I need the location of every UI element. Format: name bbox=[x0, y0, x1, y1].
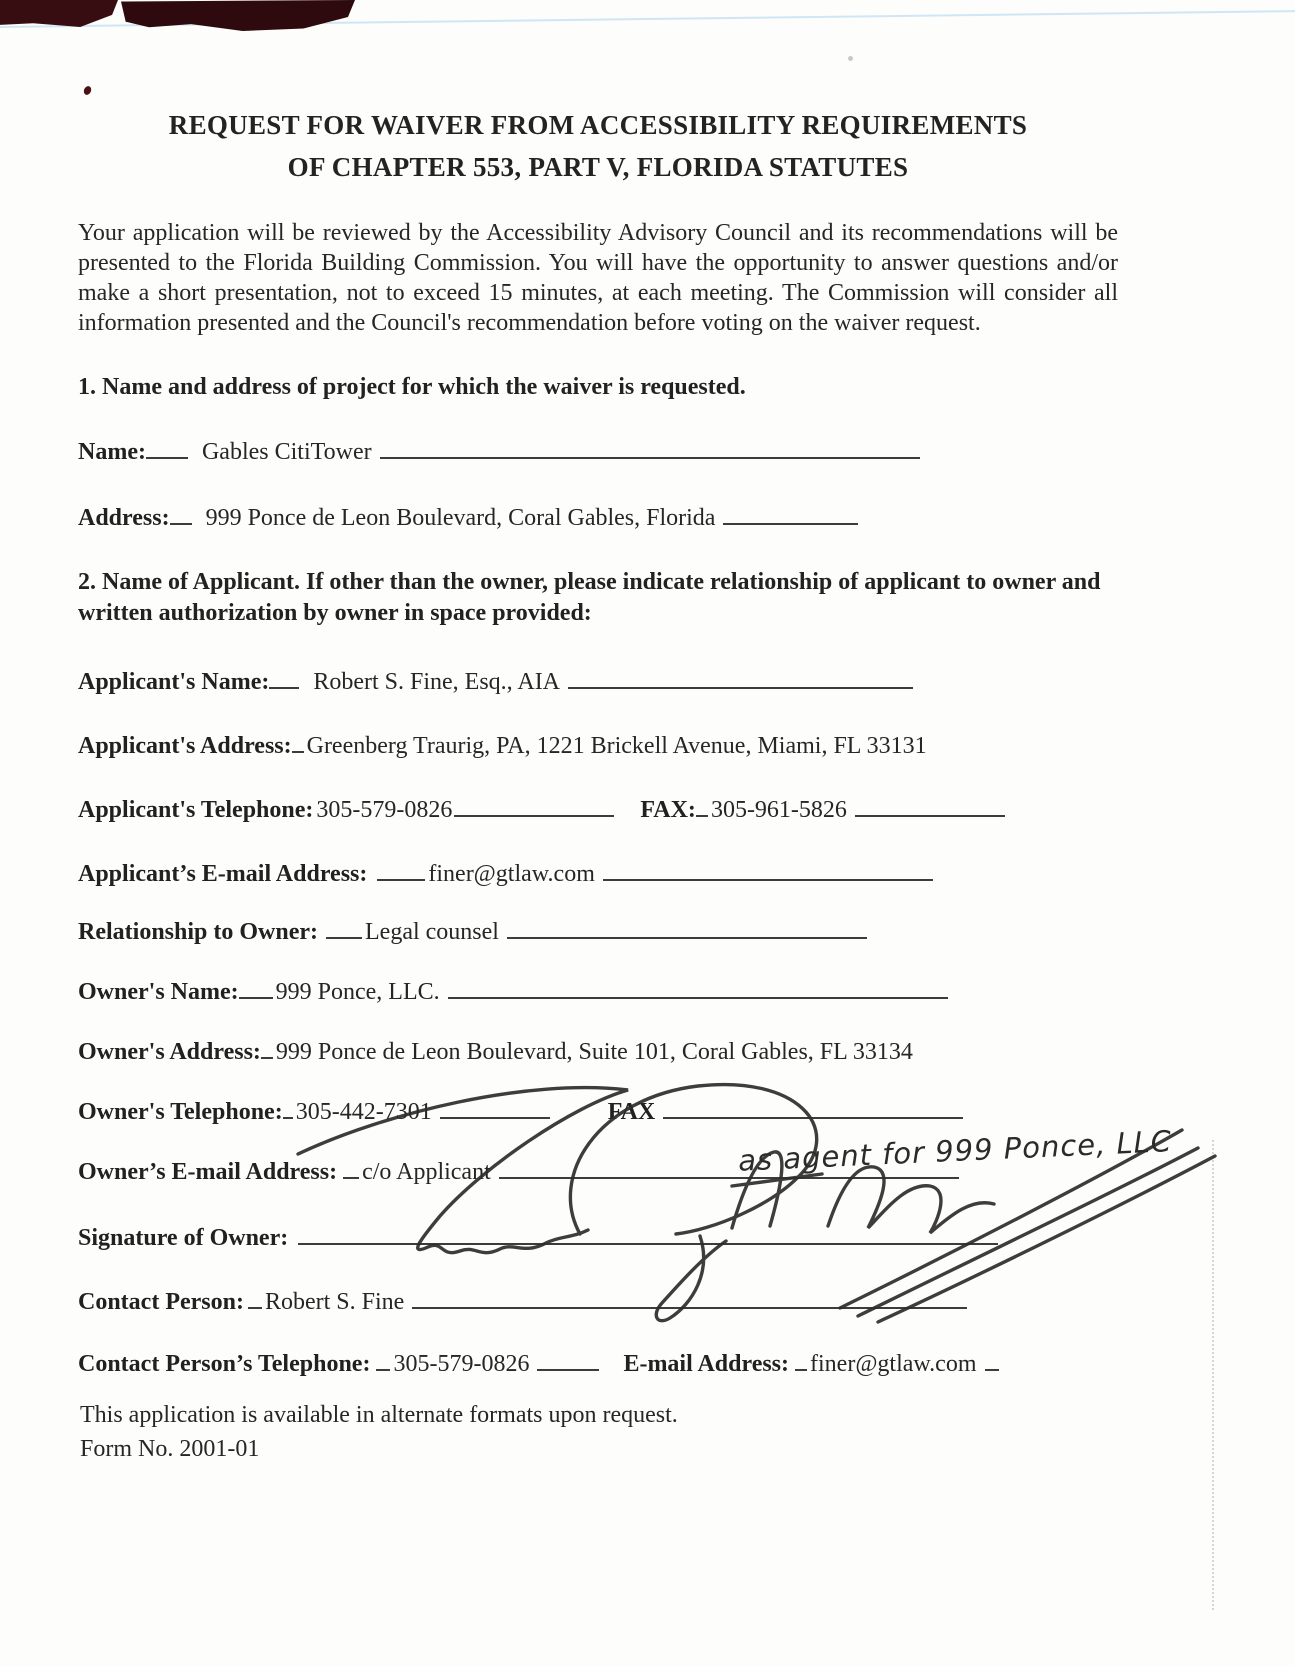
owner-address-label: Owner's Address: bbox=[78, 1039, 261, 1065]
contact-email-value: finer@gtlaw.com bbox=[810, 1351, 977, 1377]
owner-address-value: 999 Ponce de Leon Boulevard, Suite 101, Coral Gables, FL 33134 bbox=[275, 1039, 913, 1065]
blank-underline bbox=[795, 1345, 807, 1371]
intro-paragraph: Your application will be reviewed by the Accessibility Advisory Council and its recommendations will be presented to the Florida Building Commission. You will have the opportunity to answer questions and/or make a short presentation, not to exceed 15 minutes, at each meeting. The Commission will consider all information presented and the Council's recommendation before voting on the waiver request. bbox=[78, 220, 1118, 336]
contact-email-label: E-mail Address: bbox=[623, 1351, 790, 1377]
scan-dotted-line bbox=[1212, 1140, 1214, 1610]
blank-underline bbox=[412, 1283, 967, 1309]
blank-underline bbox=[326, 913, 362, 939]
signature-label: Signature of Owner: bbox=[78, 1225, 289, 1251]
blank-underline bbox=[343, 1153, 359, 1179]
blank-underline bbox=[507, 913, 867, 939]
blank-underline bbox=[440, 1093, 550, 1119]
blank-underline bbox=[663, 1093, 963, 1119]
blank-underline bbox=[146, 433, 188, 459]
field-row-project-address bbox=[78, 499, 1118, 533]
scan-speck bbox=[82, 85, 92, 96]
project-address-label: Address: bbox=[78, 505, 170, 531]
blank-underline bbox=[283, 1093, 293, 1119]
blank-underline bbox=[380, 433, 920, 459]
field-row-applicant-email bbox=[78, 855, 1118, 889]
owner-email-value: c/o Applicant bbox=[362, 1159, 491, 1185]
form-title bbox=[78, 104, 1118, 188]
blank-underline bbox=[568, 663, 913, 689]
form-footer bbox=[80, 1398, 678, 1466]
field-row-owner-name bbox=[78, 973, 1118, 1007]
project-address-value: 999 Ponce de Leon Boulevard, Coral Gables, Florida bbox=[205, 505, 716, 531]
contact-telephone-label: Contact Person’s Telephone: bbox=[78, 1351, 371, 1377]
form-title-line2: OF CHAPTER 553, PART V, FLORIDA STATUTES bbox=[287, 152, 909, 182]
footer-availability-note: This application is available in alternate formats upon request. bbox=[80, 1402, 678, 1428]
relationship-value: Legal counsel bbox=[365, 919, 499, 945]
project-name-value: Gables CitiTower bbox=[201, 439, 372, 465]
field-row-contact-telephone bbox=[78, 1345, 1118, 1379]
project-name-label: Name: bbox=[78, 439, 146, 465]
footer-form-number: Form No. 2001-01 bbox=[80, 1436, 260, 1462]
signature-line bbox=[298, 1219, 998, 1245]
applicant-telephone-value: 305-579-0826 bbox=[316, 797, 453, 823]
blank-underline bbox=[239, 973, 273, 999]
blank-underline bbox=[855, 791, 1005, 817]
contact-telephone-value: 305-579-0826 bbox=[393, 1351, 530, 1377]
applicant-address-value: Greenberg Traurig, PA, 1221 Brickell Avenue, Miami, FL 33131 bbox=[306, 733, 927, 759]
section-2-heading: 2. Name of Applicant. If other than the owner, please indicate relationship of applicant to owner and written authorization by owner in space provided: bbox=[78, 569, 1101, 626]
relationship-label: Relationship to Owner: bbox=[78, 919, 318, 945]
blank-underline bbox=[723, 499, 858, 525]
blank-underline bbox=[269, 663, 299, 689]
blank-underline bbox=[537, 1345, 599, 1371]
applicant-fax-label: FAX: bbox=[640, 797, 696, 823]
field-row-owner-address bbox=[78, 1033, 1118, 1067]
applicant-fax-value: 305-961-5826 bbox=[710, 797, 847, 823]
signature-handwritten-note: as agent for 999 Ponce, LLC bbox=[737, 1124, 1173, 1178]
section-1-heading: 1. Name and address of project for which the waiver is requested. bbox=[78, 374, 746, 400]
field-row-applicant-address bbox=[78, 727, 1118, 761]
field-row-owner-telephone bbox=[78, 1093, 1118, 1127]
scan-stain bbox=[0, 0, 118, 27]
field-row-applicant-name bbox=[78, 663, 1118, 697]
field-row-signature bbox=[78, 1219, 1118, 1253]
blank-underline bbox=[603, 855, 933, 881]
blank-underline bbox=[292, 727, 304, 753]
scan-speck bbox=[848, 56, 853, 61]
blank-underline bbox=[261, 1033, 273, 1059]
owner-name-value: 999 Ponce, LLC. bbox=[275, 979, 440, 1005]
blank-underline bbox=[376, 1345, 390, 1371]
owner-name-label: Owner's Name: bbox=[78, 979, 239, 1005]
field-row-relationship bbox=[78, 913, 1118, 947]
applicant-email-value: finer@gtlaw.com bbox=[428, 861, 595, 887]
contact-person-value: Robert S. Fine bbox=[264, 1289, 405, 1315]
owner-email-label: Owner’s E-mail Address: bbox=[78, 1159, 338, 1185]
blank-underline bbox=[248, 1283, 262, 1309]
field-row-project-name bbox=[78, 433, 1118, 467]
blank-underline bbox=[377, 855, 425, 881]
blank-underline bbox=[454, 791, 614, 817]
blank-underline bbox=[696, 791, 708, 817]
owner-fax-label: FAX bbox=[607, 1099, 656, 1125]
field-row-contact-person bbox=[78, 1283, 1118, 1317]
field-row-applicant-telephone bbox=[78, 791, 1118, 825]
applicant-telephone-label: Applicant's Telephone: bbox=[78, 797, 314, 823]
scan-stain bbox=[121, 0, 355, 31]
owner-telephone-value: 305-442-7301 bbox=[295, 1099, 432, 1125]
applicant-email-label: Applicant’s E-mail Address: bbox=[78, 861, 368, 887]
applicant-name-value: Robert S. Fine, Esq., AIA bbox=[313, 669, 561, 695]
blank-underline bbox=[448, 973, 948, 999]
contact-person-label: Contact Person: bbox=[78, 1289, 244, 1315]
form-title-line1: REQUEST FOR WAIVER FROM ACCESSIBILITY REQUIREMENTS bbox=[168, 110, 1028, 140]
blank-underline bbox=[170, 499, 192, 525]
applicant-address-label: Applicant's Address: bbox=[78, 733, 292, 759]
blank-underline bbox=[985, 1345, 999, 1371]
owner-telephone-label: Owner's Telephone: bbox=[78, 1099, 283, 1125]
applicant-name-label: Applicant's Name: bbox=[78, 669, 270, 695]
form-content bbox=[78, 104, 1118, 1379]
